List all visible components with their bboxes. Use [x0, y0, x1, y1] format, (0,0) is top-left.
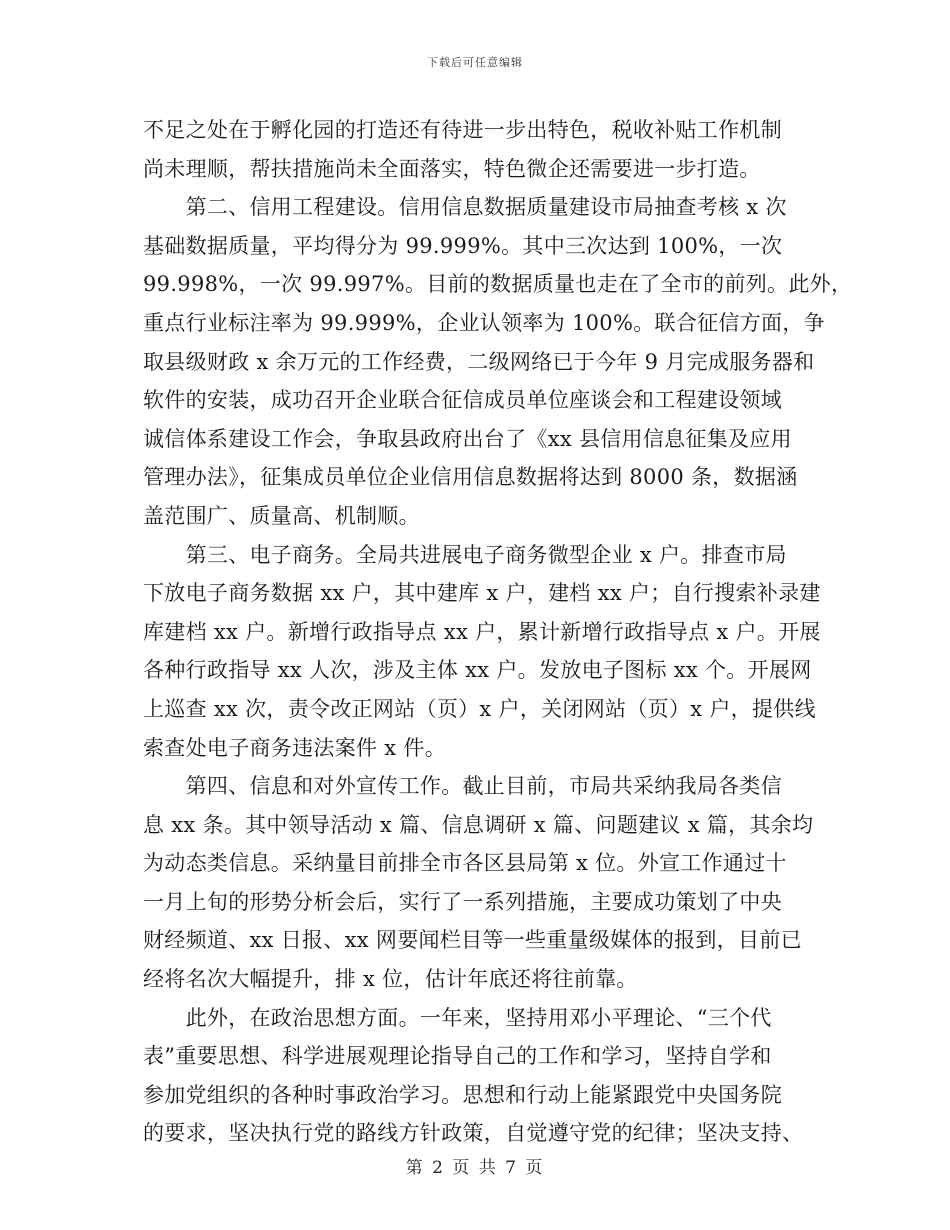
body-line: 第四、信息和对外宣传工作。截止目前，市局共采纳我局各类信 [143, 774, 782, 799]
body-line: 一月上旬的形势分析会后，实行了一系列措施，主要成功策划了中央 [143, 889, 782, 914]
body-line: 表”重要思想、科学进展观理论指导自己的工作和学习，坚持自学和 [143, 1044, 772, 1069]
page-number-footer: 第 2 页 共 7 页 [405, 1158, 545, 1178]
body-line: 为动态类信息。采纳量目前排全市各区县局第 x 位。外宣工作通过十 [143, 851, 787, 876]
body-line: 取县级财政 x 余万元的工作经费，二级网络已于今年 9 月完成服务器和 [143, 349, 815, 374]
body-line: 软件的安装，成功召开企业联合征信成员单位座谈会和工程建设领域 [143, 388, 782, 413]
body-line: 基础数据质量，平均得分为 99.999%。其中三次达到 100%，一次 [143, 233, 783, 258]
body-line: 上巡查 xx 次，责令改正网站（页）x 户，关闭网站（页）x 户，提供线 [143, 696, 816, 721]
body-line: 财经频道、xx 日报、xx 网要闻栏目等一些重量级媒体的报到，目前已 [143, 928, 802, 953]
body-line: 索查处电子商务违法案件 x 件。 [143, 735, 446, 760]
body-line: 尚未理顺，帮扶措施尚未全面落实，特色微企还需要进一步打造。 [143, 156, 761, 181]
body-line: 此外，在政治思想方面。一年来，坚持用邓小平理论、“三个代 [143, 1005, 772, 1030]
body-line: 管理办法》，征集成员单位企业信用信息数据将达到 8000 条，数据涵 [143, 465, 798, 490]
body-line: 重点行业标注率为 99.999%，企业认领率为 100%。联合征信方面，争 [143, 310, 825, 335]
body-line: 的要求，坚决执行党的路线方针政策，自觉遵守党的纪律；坚决支持、 [143, 1121, 804, 1146]
body-line: 第二、信用工程建设。信用信息数据质量建设市局抽查考核 x 次 [143, 195, 787, 220]
body-line: 息 xx 条。其中领导活动 x 篇、信息调研 x 篇、问题建议 x 篇，其余均 [143, 812, 814, 837]
body-line: 下放电子商务数据 xx 户，其中建库 x 户，建档 xx 户；自行搜索补录建 [143, 581, 821, 606]
body-line: 经将名次大幅提升，排 x 位，估计年底还将往前靠。 [143, 967, 638, 992]
body-line: 第三、电子商务。全局共进展电子商务微型企业 x 户。排查市局 [143, 542, 787, 567]
page-header-note: 下载后可任意编辑 [427, 56, 523, 69]
body-line: 各种行政指导 xx 人次，涉及主体 xx 户。发放电子图标 xx 个。开展网 [143, 658, 812, 683]
body-line: 库建档 xx 户。新增行政指导点 xx 户，累计新增行政指导点 x 户。开展 [143, 619, 821, 644]
body-line: 参加党组织的各种时事政治学习。思想和行动上能紧跟党中央国务院 [143, 1082, 782, 1107]
body-line: 盖范围广、质量高、机制顺。 [143, 503, 420, 528]
document-body [143, 111, 853, 1153]
body-line: 诚信体系建设工作会，争取县政府出台了《xx 县信用信息征集及应用 [143, 426, 792, 451]
body-line: 99.998%，一次 99.997%。目前的数据质量也走在了全市的前列。此外， [143, 272, 853, 297]
body-line: 不足之处在于孵化园的打造还有待进一步出特色，税收补贴工作机制 [143, 118, 782, 142]
